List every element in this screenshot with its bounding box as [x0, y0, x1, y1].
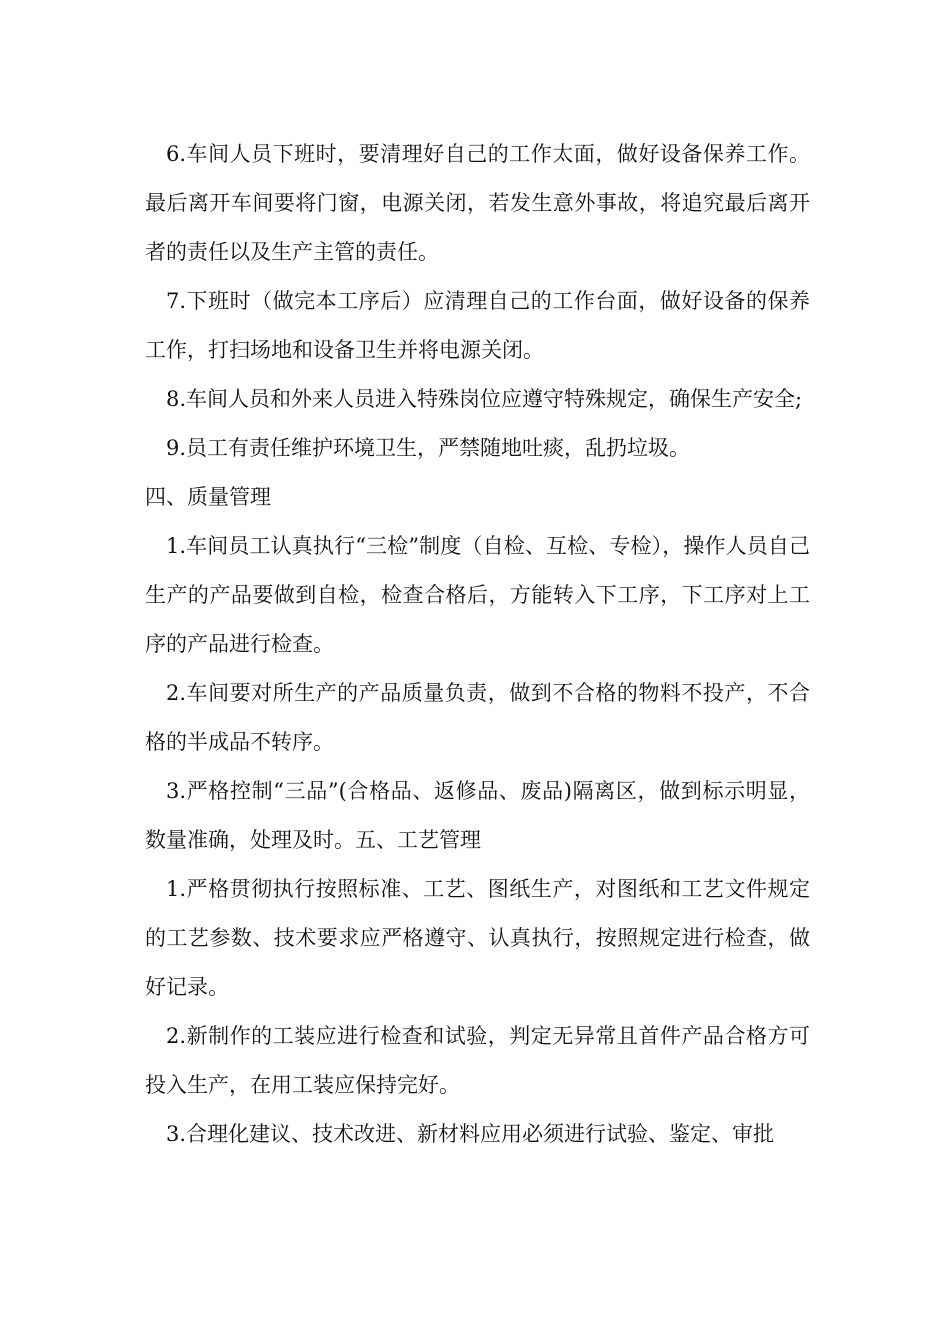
- document-body: [145, 130, 810, 1159]
- paragraph-item-9: 9.员工有责任维护环境卫生，严禁随地吐痰，乱扔垃圾。: [166, 436, 691, 460]
- paragraph-quality-3: 3.严格控制“三品”(合格品、返修品、废品)隔离区，做到标示明显，数量准确，处理及时。五、工艺管理: [145, 779, 810, 852]
- paragraph-quality-1: 1.车间员工认真执行“三检”制度（自检、互检、专检），操作人员自己生产的产品要做到自检，检查合格后，方能转入下工序，下工序对上工序的产品进行检查。: [145, 534, 810, 656]
- paragraph-process-3: 3.合理化建议、技术改进、新材料应用必须进行试验、鉴定、审批: [166, 1122, 775, 1146]
- paragraph-item-8: 8.车间人员和外来人员进入特殊岗位应遵守特殊规定，确保生产安全;: [166, 387, 803, 411]
- section-heading-quality: 四、质量管理: [145, 485, 271, 509]
- paragraph-item-7: 7.下班时（做完本工序后）应清理自己的工作台面，做好设备的保养工作，打扫场地和设备卫生并将电源关闭。: [145, 289, 810, 362]
- paragraph-process-1: 1.严格贯彻执行按照标准、工艺、图纸生产，对图纸和工艺文件规定的工艺参数、技术要求应严格遵守、认真执行，按照规定进行检查，做好记录。: [145, 877, 810, 999]
- paragraph-item-6: 6.车间人员下班时，要清理好自己的工作太面，做好设备保养工作。最后离开车间要将门窗，电源关闭，若发生意外事故，将追究最后离开者的责任以及生产主管的责任。: [145, 142, 810, 264]
- paragraph-quality-2: 2.车间要对所生产的产品质量负责，做到不合格的物料不投产，不合格的半成品不转序。: [145, 681, 810, 754]
- paragraph-process-2: 2.新制作的工装应进行检查和试验，判定无异常且首件产品合格方可投入生产，在用工装应保持完好。: [145, 1024, 810, 1097]
